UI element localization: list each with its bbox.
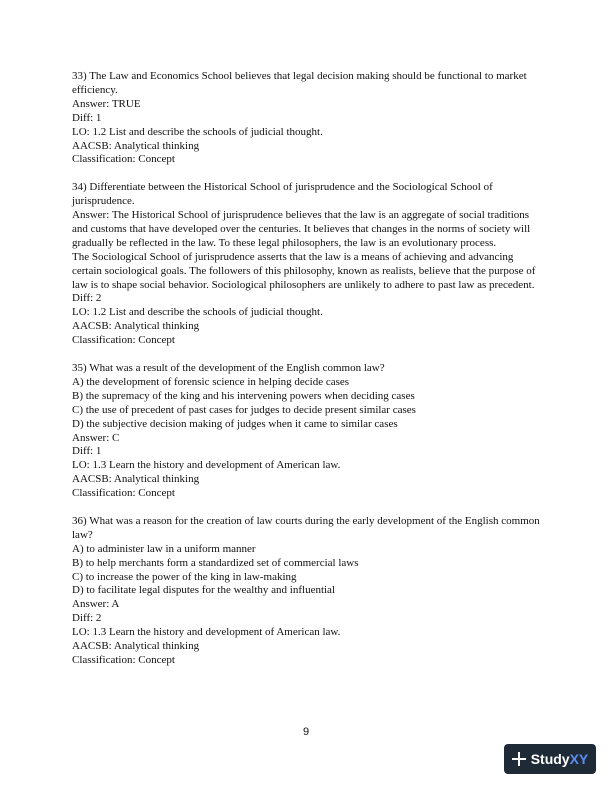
document-body (72, 70, 540, 682)
badge-suffix: XY (569, 751, 589, 767)
answer-continued: The Sociological School of jurisprudence asserts that the law is a means of achieving and advancing certain sociological goals. The followers of this philosophy, known as realists, believe that the purpose of law is to shape social behavior. Sociological philosophers are unlikely to adhere to past law as precedent. (72, 250, 536, 291)
question-text: 36) What was a reason for the creation of law courts during the early development of the English common law? (72, 514, 540, 541)
answer: Answer: C (72, 431, 120, 444)
aacsb: AACSB: Analytical thinking (72, 320, 200, 333)
question-text: 33) The Law and Economics School believes that legal decision making should be functional to market efficiency. (72, 70, 527, 96)
question-34 (72, 181, 540, 348)
difficulty: Diff: 1 (72, 445, 102, 458)
option-b: B) to help merchants form a standardized set of commercial laws (72, 556, 359, 569)
option-b: B) the supremacy of the king and his intervening powers when deciding cases (72, 389, 415, 402)
answer: Answer: A (72, 598, 120, 611)
question-text: 34) Differentiate between the Historical School of jurisprudence and the Sociological School of jurisprudence. (72, 181, 493, 208)
classification: Classification: Concept (72, 334, 175, 347)
classification: Classification: Concept (72, 153, 175, 166)
question-36 (72, 515, 540, 668)
badge-label (531, 751, 589, 767)
learning-objective: LO: 1.2 List and describe the schools of judicial thought. (72, 306, 323, 319)
aacsb: AACSB: Analytical thinking (72, 473, 200, 486)
learning-objective: LO: 1.3 Learn the history and development of American law. (72, 459, 341, 472)
classification: Classification: Concept (72, 654, 175, 667)
badge-prefix: Study (530, 751, 570, 767)
difficulty: Diff: 2 (72, 612, 102, 625)
option-d: D) to facilitate legal disputes for the wealthy and influential (72, 584, 335, 597)
learning-objective: LO: 1.3 Learn the history and development of American law. (72, 626, 341, 639)
question-35 (72, 362, 540, 501)
learning-objective: LO: 1.2 List and describe the schools of judicial thought. (72, 125, 323, 138)
option-c: C) to increase the power of the king in law-making (72, 570, 297, 583)
difficulty: Diff: 2 (72, 292, 102, 305)
aacsb: AACSB: Analytical thinking (72, 640, 200, 653)
classification: Classification: Concept (72, 487, 175, 500)
question-33 (72, 70, 540, 167)
option-c: C) the use of precedent of past cases for judges to decide present similar cases (72, 403, 416, 416)
answer: Answer: The Historical School of jurisprudence believes that the law is an aggregate of social traditions and customs that have developed over the centuries. It believes that changes in the norms of society will gradually be reflected in the law. To these legal philosophers, the law is an evolutionary process. (72, 209, 531, 249)
plus-icon (512, 752, 526, 766)
studyxy-badge[interactable] (504, 744, 596, 774)
answer: Answer: TRUE (72, 97, 141, 110)
difficulty: Diff: 1 (72, 111, 102, 124)
page-number: 9 (302, 726, 310, 738)
question-text: 35) What was a result of the development of the English common law? (72, 362, 385, 374)
aacsb: AACSB: Analytical thinking (72, 139, 200, 152)
option-a: A) to administer law in a uniform manner (72, 542, 256, 555)
option-a: A) the development of forensic science in helping decide cases (72, 375, 350, 388)
option-d: D) the subjective decision making of judges when it came to similar cases (72, 417, 398, 430)
